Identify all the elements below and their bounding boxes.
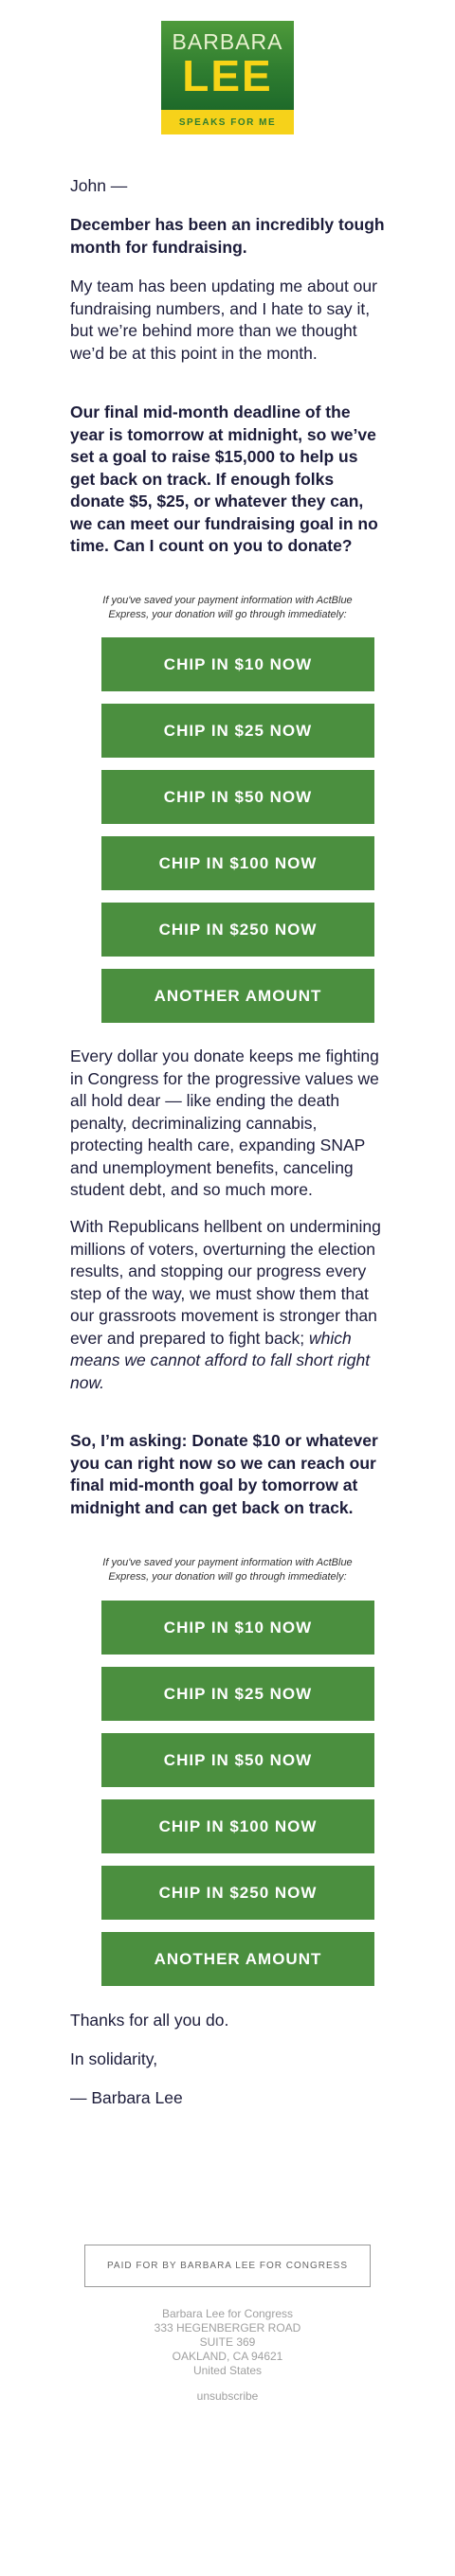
footer-address (0, 2307, 455, 2378)
paragraph-update: My team has been updating me about our fundraising numbers, and I hate to say it, but we’re behind more than we thought we’d be at this point in the month. (70, 277, 377, 363)
chip-in-50-button-2[interactable]: CHIP IN $50 NOW (101, 1733, 374, 1787)
signature: — Barbara Lee (70, 2088, 183, 2107)
actblue-note-2: If you've saved your payment information with ActBlue Express, your donation will go through immediately: (102, 1557, 353, 1583)
footer-country: United States (192, 2364, 263, 2377)
another-amount-button[interactable]: ANOTHER AMOUNT (101, 969, 374, 1023)
thanks-line: Thanks for all you do. (70, 2011, 229, 2030)
paragraph-values: Every dollar you donate keeps me fighting in Congress for the progressive values we all hold dear — like ending the death penalty, decriminalizing cannabis, protecting health care, expanding SNAP and unemployment benefits, canceling student debt, and so much more. (70, 1046, 379, 1199)
chip-in-100-button-2[interactable]: CHIP IN $100 NOW (101, 1799, 374, 1853)
paragraph-deadline: Our final mid-month deadline of the year is tomorrow at midnight, so we’ve set a goal to raise $15,000 to help us get back on track. If enough folks donate $5, $25, or whatever they can, we can meet our fundraising goal in no time. Can I count on you to donate? (70, 402, 378, 555)
logo-last-name: LEE (182, 51, 273, 100)
greeting: John — (70, 176, 128, 195)
paragraph-ask: So, I’m asking: Donate $10 or whatever you can right now so we can reach our final mid-month goal by tomorrow at midnight and can get back on track. (70, 1431, 378, 1517)
chip-in-250-button-2[interactable]: CHIP IN $250 NOW (101, 1866, 374, 1920)
logo-top (161, 21, 294, 110)
chip-in-100-button[interactable]: CHIP IN $100 NOW (101, 836, 374, 890)
chip-in-25-button[interactable]: CHIP IN $25 NOW (101, 704, 374, 758)
footer-org: Barbara Lee for Congress (161, 2307, 294, 2320)
chip-in-10-button[interactable]: CHIP IN $10 NOW (101, 637, 374, 691)
paragraph-republicans (70, 1216, 385, 1394)
closing-line: In solidarity, (70, 2049, 158, 2068)
chip-in-25-button-2[interactable]: CHIP IN $25 NOW (101, 1667, 374, 1721)
chip-in-250-button[interactable]: CHIP IN $250 NOW (101, 903, 374, 957)
footer-suite: SUITE 369 (199, 2335, 256, 2349)
another-amount-button-2[interactable]: ANOTHER AMOUNT (101, 1932, 374, 1986)
logo-tagline: SPEAKS FOR ME (178, 116, 277, 128)
header (0, 0, 455, 134)
actblue-note: If you've saved your payment information with ActBlue Express, your donation will go through immediately: (102, 595, 353, 620)
logo-first-name: BARBARA (172, 29, 283, 54)
unsubscribe-link[interactable]: unsubscribe (196, 2389, 259, 2403)
chip-in-10-button-2[interactable]: CHIP IN $10 NOW (101, 1601, 374, 1655)
footer-city: OAKLAND, CA 94621 (172, 2350, 283, 2363)
chip-in-50-button[interactable]: CHIP IN $50 NOW (101, 770, 374, 824)
paragraph-republicans-emphasis: which means we cannot afford to fall short right now. (70, 1328, 371, 1392)
intro-bold: December has been an incredibly tough month for fundraising. (70, 215, 385, 257)
campaign-logo (161, 21, 294, 134)
paid-for-disclaimer: PAID FOR BY BARBARA LEE FOR CONGRESS (84, 2245, 371, 2287)
logo-tagline-bar (161, 110, 294, 134)
paragraph-republicans-text: With Republicans hellbent on undermining millions of voters, overturning the election results, and stopping our progress every step of the way, we must show them that our grassroots movement is stronger than ever and prepared to fight back; (70, 1217, 381, 1348)
footer-street: 333 HEGENBERGER ROAD (154, 2321, 301, 2334)
